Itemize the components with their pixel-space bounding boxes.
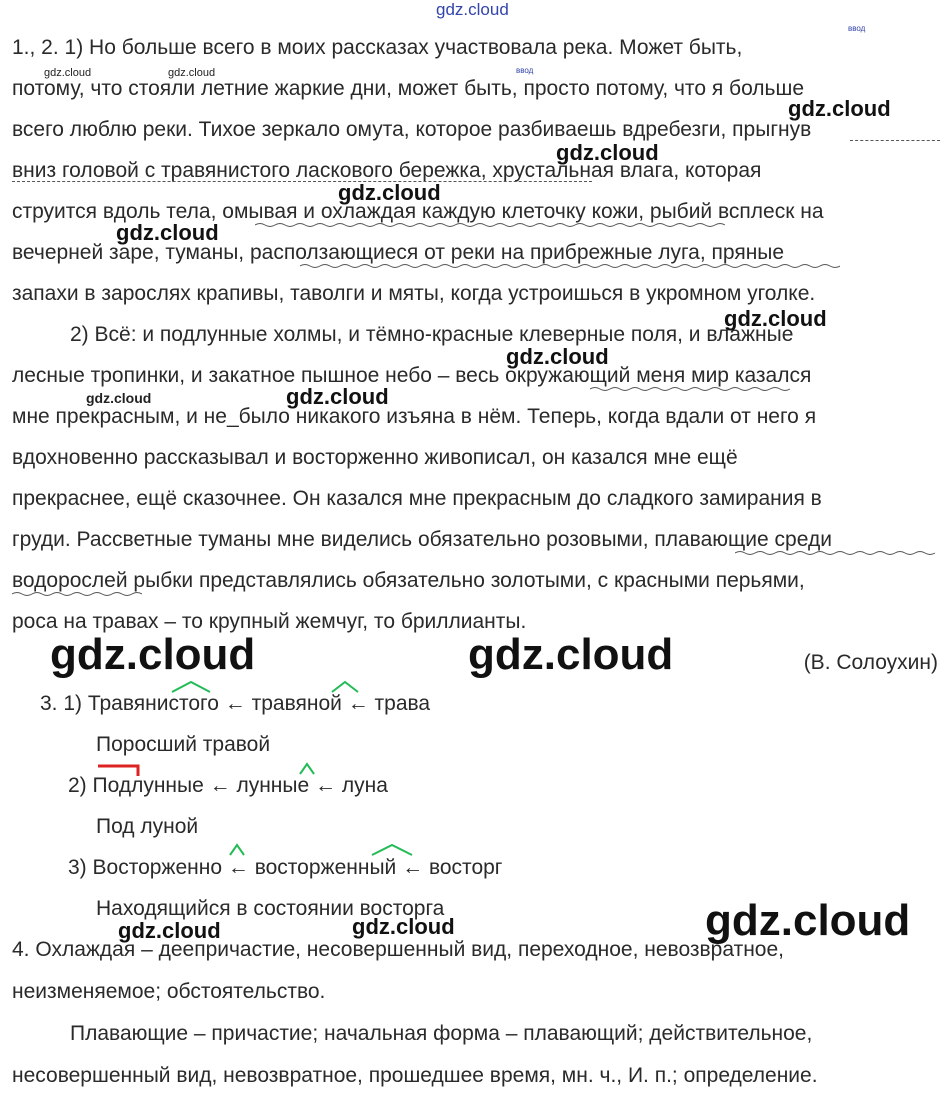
suffix-mark xyxy=(370,843,414,857)
watermark: gdz.cloud xyxy=(118,918,221,943)
underline xyxy=(850,140,940,141)
text-line: груди. Рассветные туманы мне виделись обязательно розовыми, плавающие среди xyxy=(12,528,832,551)
watermark: gdz.cloud xyxy=(556,140,659,165)
watermark: gdz.cloud xyxy=(468,630,674,679)
derivation-meaning: Поросший травой xyxy=(96,733,271,756)
derivation-meaning: Под луной xyxy=(96,815,199,838)
suffix-mark xyxy=(330,680,360,694)
text-line: всего люблю реки. Тихое зеркало омута, которое разбиваешь вдребезги, прыгнув xyxy=(12,118,812,141)
derivation-line: 3. 1) Травянистого ← травяной ← трава xyxy=(40,692,431,715)
analysis-line: 4. Охлаждая – деепричастие, несовершенный вид, переходное, невозвратное, xyxy=(12,938,784,961)
watermark: gdz.cloud xyxy=(436,0,509,19)
wavy-underline xyxy=(300,263,840,269)
suffix-mark xyxy=(228,843,246,857)
watermark: gdz.cloud xyxy=(724,306,827,331)
watermark: gdz.cloud xyxy=(50,630,256,679)
watermark: gdz.cloud xyxy=(705,896,911,945)
text-line: водорослей рыбки представлялись обязательно золотыми, с красными перьями, xyxy=(12,569,805,592)
text-line: лесные тропинки, и закатное пышное небо – весь окружающий меня мир казался xyxy=(12,364,812,387)
wavy-underline xyxy=(12,591,142,597)
watermark: gdz.cloud xyxy=(506,344,609,369)
text-line: мне прекрасным, и не_было никакого изъяна в нём. Теперь, когда вдали от него я xyxy=(12,405,817,428)
derivation-meaning: Находящийся в состоянии восторга xyxy=(96,897,445,920)
text-line: роса на травах – то крупный жемчуг, то бриллианты. xyxy=(12,610,527,633)
analysis-line: Плавающие – причастие; начальная форма – плавающий; действительное, xyxy=(70,1022,813,1045)
author: (В. Солоухин) xyxy=(803,651,938,674)
text-line: потому, что стояли летние жаркие дни, может быть, просто потому, что я больше xyxy=(12,77,805,100)
derivation-line: 3) Восторженно ← восторженный ← восторг xyxy=(68,856,503,879)
suffix-mark xyxy=(298,762,316,776)
watermark: gdz.cloud xyxy=(116,220,219,245)
text-line: струится вдоль тела, омывая и охлаждая каждую клеточку кожи, рыбий всплеск на xyxy=(12,200,824,223)
analysis-line: несовершенный вид, невозвратное, прошедшее время, мн. ч., И. п.; определение. xyxy=(12,1064,818,1087)
text-line: 1., 2. 1) Но больше всего в моих рассказах участвовала река. Может быть, xyxy=(12,36,743,59)
text-line: вдохновенно рассказывал и восторженно живописал, он казался мне ещё xyxy=(12,446,738,469)
wavy-underline xyxy=(255,222,730,228)
wavy-underline xyxy=(735,550,940,556)
tiny-label: ввод xyxy=(848,24,866,33)
wavy-underline xyxy=(590,386,795,392)
derivation-line: 2) Подлунные ← лунные ← луна xyxy=(68,774,388,797)
text-line: запахи в зарослях крапивы, таволги и мяты, когда устроишься в укромном уголке. xyxy=(12,282,816,305)
analysis-line: неизменяемое; обстоятельство. xyxy=(12,980,326,1003)
watermark: gdz.cloud xyxy=(352,914,455,939)
text-line: вниз головой с травянистого ласкового бережка, хрустальная влага, которая xyxy=(12,159,762,182)
watermark: gdz.cloud xyxy=(788,96,891,121)
text-line: вечерней заре, туманы, расползающиеся от реки на прибрежные луга, пряные xyxy=(12,241,785,264)
suffix-mark xyxy=(170,680,212,694)
text-line: 2) Всё: и подлунные холмы, и тёмно-красные клеверные поля, и влажные xyxy=(70,323,794,346)
watermark: gdz.cloud xyxy=(286,384,389,409)
prefix-mark xyxy=(96,764,142,778)
watermark: gdz.cloud xyxy=(168,67,216,79)
watermark: gdz.cloud xyxy=(44,67,92,79)
tiny-label: ввод xyxy=(516,66,534,75)
underline xyxy=(12,181,592,182)
text-line: прекраснее, ещё сказочнее. Он казался мне прекрасным до сладкого замирания в xyxy=(12,487,822,510)
watermark: gdz.cloud xyxy=(338,180,441,205)
watermark: gdz.cloud xyxy=(86,390,152,406)
